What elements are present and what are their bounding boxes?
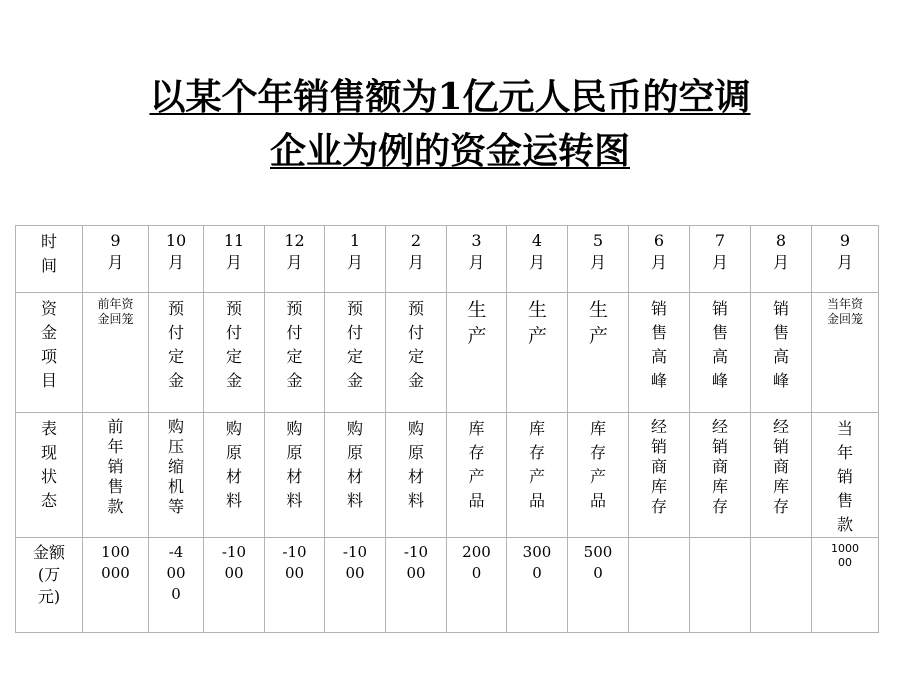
table-cell-time (507, 226, 568, 293)
table-cell-time (265, 226, 325, 293)
state-value: 前年销售款 (107, 417, 124, 516)
table-row-item (16, 293, 879, 413)
state-value: 购原材料 (225, 419, 242, 510)
table-cell-state (812, 413, 879, 538)
row-label-item-text: 资金项目 (40, 299, 57, 390)
row-label-time-text: 时间 (40, 232, 57, 275)
state-value: 库存产品 (528, 419, 545, 510)
state-value: 库存产品 (468, 419, 485, 510)
table-cell-amount (447, 538, 507, 633)
table-cell-state (629, 413, 690, 538)
item-value: 销售高峰 (711, 299, 728, 390)
item-value: 当年资金回笼 (826, 297, 863, 326)
amount-value: -4000 (166, 543, 186, 603)
table-cell-amount (629, 538, 690, 633)
amount-value: -1000 (282, 543, 307, 582)
time-value: 11月 (223, 231, 245, 272)
time-value: 7月 (711, 231, 728, 272)
amount-value: -1000 (342, 543, 368, 582)
amount-value: 100000 (101, 543, 130, 582)
state-value: 购原材料 (407, 419, 424, 510)
table-cell-time (149, 226, 204, 293)
table-cell-amount (386, 538, 447, 633)
table-cell-time (812, 226, 879, 293)
time-value: 4月 (528, 231, 545, 272)
table-cell-state (447, 413, 507, 538)
item-value: 前年资金回笼 (97, 297, 134, 326)
table-cell-state (265, 413, 325, 538)
table-cell-time (447, 226, 507, 293)
amount-value: 3000 (522, 543, 552, 582)
row-label-amount (16, 538, 83, 633)
item-value: 销售高峰 (650, 299, 667, 390)
table-cell-state (83, 413, 149, 538)
table-cell-item (690, 293, 751, 413)
page-title (0, 70, 900, 178)
table-cell-item (568, 293, 629, 413)
table-cell-item (386, 293, 447, 413)
table-cell-time (629, 226, 690, 293)
table-cell-state (149, 413, 204, 538)
time-value: 8月 (772, 231, 789, 272)
table-cell-state (507, 413, 568, 538)
time-value: 12月 (284, 231, 305, 272)
table-cell-state (568, 413, 629, 538)
amount-value: 100000 (831, 542, 859, 569)
table-cell-time (386, 226, 447, 293)
amount-value: 2000 (462, 543, 491, 582)
table-cell-time (204, 226, 265, 293)
time-value: 1月 (346, 231, 363, 272)
state-value: 当年销售款 (836, 419, 853, 534)
table-cell-item (812, 293, 879, 413)
table-cell-state (325, 413, 386, 538)
table-cell-amount (751, 538, 812, 633)
table-cell-amount (568, 538, 629, 633)
row-label-item (16, 293, 83, 413)
time-value: 10月 (165, 231, 187, 272)
table-cell-amount (812, 538, 879, 633)
amount-value: -1000 (221, 543, 247, 582)
item-value: 预付定金 (346, 299, 363, 390)
item-value: 预付定金 (407, 299, 424, 390)
time-value: 2月 (407, 231, 424, 272)
table-cell-item (507, 293, 568, 413)
table-cell-state (751, 413, 812, 538)
table-cell-amount (265, 538, 325, 633)
table-cell-amount (149, 538, 204, 633)
table-row-time (16, 226, 879, 293)
table-cell-item (447, 293, 507, 413)
row-label-state (16, 413, 83, 538)
row-label-state-text: 表现状态 (40, 419, 57, 510)
title-line-1-text: 以某个年销售额为1亿元人民币的空调 (149, 76, 751, 118)
time-value: 9月 (107, 231, 124, 272)
table-cell-amount (325, 538, 386, 633)
title-line-2 (0, 124, 900, 178)
amount-value: -1000 (403, 543, 429, 582)
item-value: 销售高峰 (772, 299, 789, 390)
state-value: 经销商库存 (772, 417, 789, 516)
title-line-1 (0, 70, 900, 124)
table-cell-item (204, 293, 265, 413)
table-row-state (16, 413, 879, 538)
fund-flow-table (15, 225, 879, 633)
time-value: 3月 (468, 231, 485, 272)
table-cell-amount (204, 538, 265, 633)
item-value: 预付定金 (225, 299, 242, 390)
state-value: 购原材料 (286, 419, 303, 510)
table-cell-item (83, 293, 149, 413)
amount-value: 5000 (583, 543, 613, 582)
table-cell-item (265, 293, 325, 413)
table-cell-item (751, 293, 812, 413)
item-value: 预付定金 (167, 299, 184, 390)
time-value: 6月 (650, 231, 667, 272)
item-value: 生产 (467, 299, 487, 347)
item-value: 生产 (589, 299, 609, 347)
table-cell-amount (690, 538, 751, 633)
table-cell-amount (83, 538, 149, 633)
time-value: 5月 (589, 231, 606, 272)
table-cell-time (751, 226, 812, 293)
table-cell-state (386, 413, 447, 538)
table-cell-state (690, 413, 751, 538)
state-value: 经销商库存 (711, 417, 728, 516)
state-value: 库存产品 (589, 419, 606, 510)
table-cell-time (325, 226, 386, 293)
table-cell-time (83, 226, 149, 293)
table-cell-item (325, 293, 386, 413)
table-cell-amount (507, 538, 568, 633)
time-value: 9月 (836, 231, 853, 272)
row-label-amount-text: 金额(万元) (32, 543, 65, 606)
state-value: 购原材料 (346, 419, 363, 510)
row-label-time (16, 226, 83, 293)
title-line-2-text: 企业为例的资金运转图 (269, 130, 630, 172)
item-value: 生产 (528, 299, 548, 347)
state-value: 经销商库存 (650, 417, 667, 516)
item-value: 预付定金 (286, 299, 303, 390)
table-cell-state (204, 413, 265, 538)
table-row-amount (16, 538, 879, 633)
table-cell-time (690, 226, 751, 293)
state-value: 购压缩机等 (167, 417, 184, 516)
table-cell-time (568, 226, 629, 293)
table-cell-item (149, 293, 204, 413)
table-cell-item (629, 293, 690, 413)
